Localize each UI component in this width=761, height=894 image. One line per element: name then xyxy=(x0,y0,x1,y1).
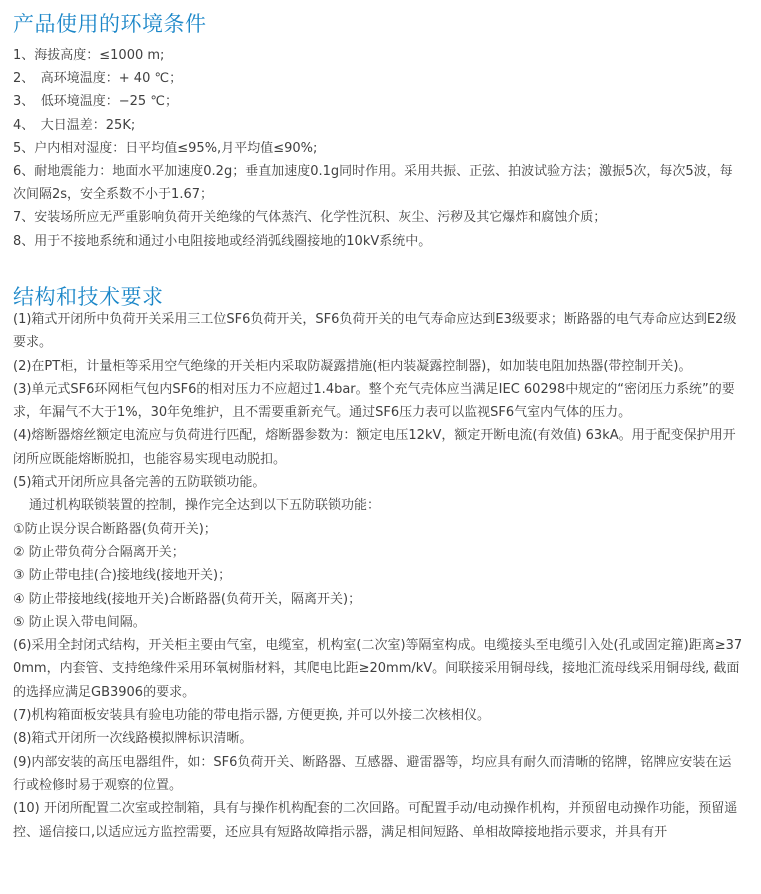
tech-item: ④ 防止带接地线(接地开关)合断路器(负荷开关，隔离开关)； xyxy=(13,591,362,607)
tech-item: (1)箱式开闭所中负荷开关采用三工位SF6负荷开关，SF6负荷开关的电气寿命应达到E3级要求；断路器的电气寿命应达到E2级要求。 xyxy=(13,312,737,351)
env-item: 7、安装场所应无严重影响负荷开关绝缘的气体蒸汽、化学性沉积、灰尘、污秽及其它爆炸和腐蚀介质； xyxy=(13,210,607,226)
tech-item: (4)熔断器熔丝额定电流应与负荷进行匹配，熔断器参数为：额定电压12kV，额定开断电流(有效值) 63kA。用于配变保护用开闭所应既能熔断脱扣，也能容易实现电动脱扣。 xyxy=(13,428,736,467)
tech-section-title: 结构和技术要求 xyxy=(13,285,164,309)
env-item: 8、用于不接地系统和通过小电阻接地或经消弧线圈接地的10kV系统中。 xyxy=(13,233,432,249)
env-item: 5、户内相对湿度：日平均值≤95%,月平均值≤90%; xyxy=(13,140,318,156)
tech-item: ①防止误分误合断路器(负荷开关)； xyxy=(13,521,217,537)
tech-item: (5)箱式开闭所应具备完善的五防联锁功能。 xyxy=(13,475,266,491)
env-conditions-list xyxy=(13,44,743,253)
tech-item: (2)在PT柜，计量柜等采用空气绝缘的开关柜内采取防凝露措施(柜内装凝露控制器)，如加装电阻加热器(带控制开关)。 xyxy=(13,358,692,374)
tech-item: ⑤ 防止误入带电间隔。 xyxy=(13,614,146,630)
tech-item: (6)采用全封闭式结构，开关柜主要由气室，电缆室，机构室(二次室)等隔室构成。电缆接头至电缆引入处(孔或固定箍)距离≥370mm，内套管、支持绝缘件采用环氧树脂材料，其爬电比距≥20mm/kV。间联接采用铜母线，接地汇流母线采用铜母线, 截面的选择应满足GB3906的要求。 xyxy=(13,638,743,700)
tech-item: ② 防止带负荷分合隔离开关； xyxy=(13,544,185,560)
tech-item: (7)机构箱面板安装具有验电功能的带电指示器, 方便更换, 并可以外接二次核相仪。 xyxy=(13,708,490,724)
tech-item: (10) 开闭所配置二次室或控制箱，具有与操作机构配套的二次回路。可配置手动/电动操作机构，并预留电动操作功能，预留遥控、遥信接口,以适应远方监控需要，还应具有短路故障指示器，满足相间短路、单相故障接地指示要求，并具有开 xyxy=(13,801,738,840)
tech-item: 通过机构联锁装置的控制，操作完全达到以下五防联锁功能： xyxy=(29,498,381,514)
env-item: 4、 大日温差：25K; xyxy=(13,117,136,133)
env-item: 1、海拔高度：≤1000 m; xyxy=(13,48,165,63)
env-item: 2、 高环境温度：+ 40 ℃； xyxy=(13,71,183,87)
env-section-title: 产品使用的环境条件 xyxy=(13,12,207,36)
env-item: 6、耐地震能力：地面水平加速度0.2g；垂直加速度0.1g同时作用。采用共振、正弦、拍波试验方法；激振5次，每次5波，每次间隔2s，安全系数不小于1.67； xyxy=(13,164,733,203)
tech-item: (9)内部安装的高压电器组件，如：SF6负荷开关、断路器、互感器、避雷器等，均应具有耐久而清晰的铭牌，铭牌应安装在运行或检修时易于观察的位置。 xyxy=(13,754,732,793)
tech-item: ③ 防止带电挂(合)接地线(接地开关)； xyxy=(13,568,232,584)
env-item: 3、 低环境温度：−25 ℃； xyxy=(13,94,178,110)
tech-item: (3)单元式SF6环网柜气包内SF6的相对压力不应超过1.4bar。整个充气壳体应当满足IEC 60298中规定的“密闭压力系统”的要求，年漏气不大于1%，30年免维护，且不需要重新充气。通过SF6压力表可以监视SF6气室内气体的压力。 xyxy=(13,381,735,421)
tech-item: (8)箱式开闭所一次线路模拟牌标识清晰。 xyxy=(13,731,253,747)
tech-requirements-list xyxy=(13,308,743,844)
